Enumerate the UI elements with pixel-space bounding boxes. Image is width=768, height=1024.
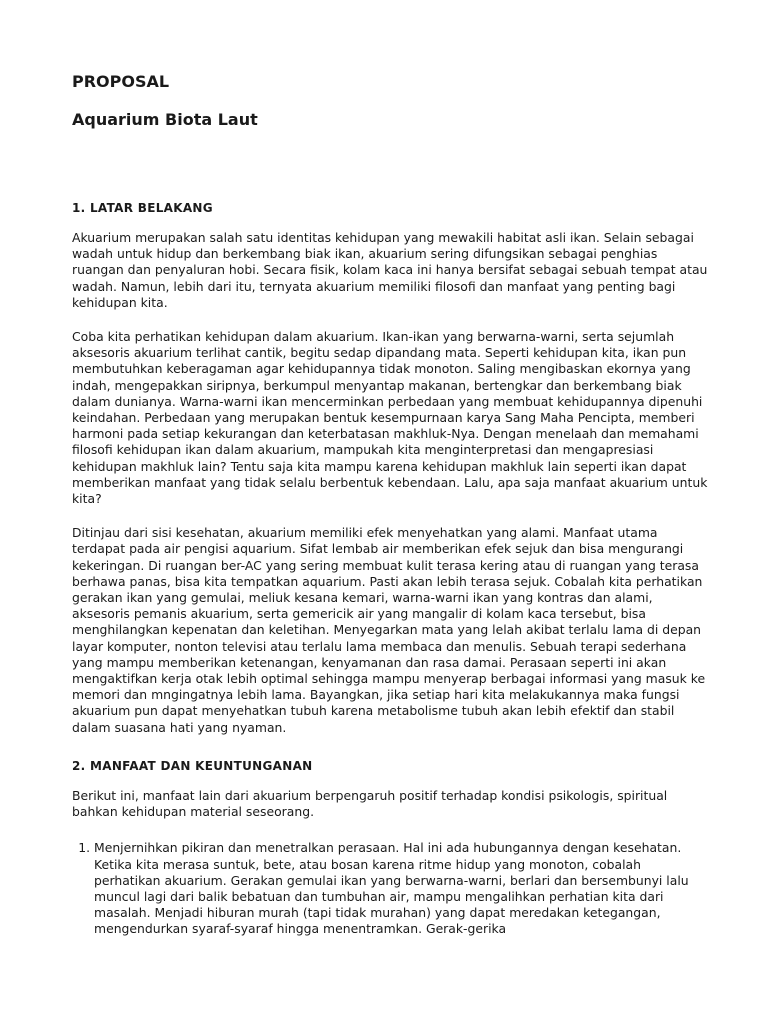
document-subtitle: Aquarium Biota Laut <box>72 110 258 129</box>
section-heading: 1. LATAR BELAKANG <box>72 201 213 215</box>
paragraph: Berikut ini, manfaat lain dari akuarium berpengaruh positif terhadap kondisi psikologis, spiritual bahkan kehidupan material seseorang. <box>72 787 668 820</box>
paragraph: Coba kita perhatikan kehidupan dalam akuarium. Ikan-ikan yang berwarna-warni, serta sejumlah aksesoris akuarium terlihat cantik, begitu sedap dipandang mata. Seperti kehidupan kita, ikan pun membutuhkan keberagaman agar kehidupannya tidak monoton. Saling mengibaskan ekornya yang indah, mengepakkan siripnya, berkumpul menyantap makanan, bertengkar dan berkembang biak dalam dunianya. Warna-warni ikan mencerminkan perbedaan yang membuat kehidupannya dipenuhi keindahan. Perbedaan yang merupakan bentuk kesempurnaan karya Sang Maha Pencipta, memberi harmoni pada setiap kekurangan dan keterbatasan makhluk-Nya. Dengan menelaah dan memahami filosofi kehidupan ikan dalam akuarium, mampukah kita menginterpretasi dan mengapresiasi kehidupan makhluk lain? Tentu saja kita mampu karena kehidupan makhluk lain seperti ikan dapat memberikan manfaat yang tidak selalu berbentuk kebendaan. Lalu, apa saja manfaat akuarium untuk kita? <box>72 329 708 507</box>
section-manfaat <box>72 758 708 938</box>
paragraph: Ditinjau dari sisi kesehatan, akuarium memiliki efek menyehatkan yang alami. Manfaat utama terdapat pada air pengisi aquarium. Sifat lembab air memberikan efek sejuk dan bisa mengurangi kekeringan. Di ruangan ber-AC yang sering membuat kulit terasa kering atau di ruangan yang terasa berhawa panas, bisa kita tempatkan aquarium. Pasti akan lebih terasa sejuk. Cobalah kita perhatikan gerakan ikan yang gemulai, meliuk kesana kemari, warna-warni ikan yang kontras dan alami, aksesoris pemanis akuarium, serta gemericik air yang mangalir di kolam kaca tersebut, bisa menghilangkan kepenatan dan keletihan. Menyegarkan mata yang lelah akibat terlalu lama di depan layar komputer, nonton televisi atau terlalu lama membaca dan menulis. Sebuah terapi sederhana yang mampu memberikan ketenangan, kenyamanan dan rasa damai. Perasaan seperti ini akan mengaktifkan kerja otak lebih optimal sehingga mampu menyerap berbagai informasi yang masuk ke memori dan mngingatnya lebih lama. Bayangkan, jika setiap hari kita melakukannya maka fungsi akuarium pun dapat menyehatkan tubuh karena metabolisme tubuh akan lebih efektif dan stabil dalam suasana hati yang nyaman. <box>72 525 706 735</box>
paragraph: Akuarium merupakan salah satu identitas kehidupan yang mewakili habitat asli ikan. Selain sebagai wadah untuk hidup dan berkembang biak ikan, akuarium sering difungsikan sebagai penghias ruangan dan penyaluran hobi. Secara fisik, kolam kaca ini hanya bersifat sebagai sebuah tempat atau wadah. Namun, lebih dari itu, ternyata akuarium memiliki filosofi dan manfaat yang penting bagi kehidupan kita. <box>72 230 708 310</box>
document-page <box>72 72 708 938</box>
numbered-list <box>72 840 708 937</box>
section-heading: 2. MANFAAT DAN KEUNTUNGANAN <box>72 758 313 773</box>
list-item: 1. Menjernihkan pikiran dan menetralkan perasaan. Hal ini ada hubungannya dengan kesehatan. Ketika kita merasa suntuk, bete, atau bosan karena ritme hidup yang monoton, cobalah perhatikan akuarium. Gerakan gemulai ikan yang berwarna-warni, berlari dan bersembunyi lalu muncul lagi dari balik bebatuan dan tumbuhan air, mampu mengalihkan perhatian kita dari masalah. Menjadi hiburan murah (tapi tidak murahan) yang dapat meredakan ketegangan, mengendurkan syaraf-syaraf hingga menentramkan. Gerak-gerika <box>94 840 708 937</box>
section-latar-belakang <box>72 200 708 736</box>
document-title: PROPOSAL <box>72 72 170 91</box>
